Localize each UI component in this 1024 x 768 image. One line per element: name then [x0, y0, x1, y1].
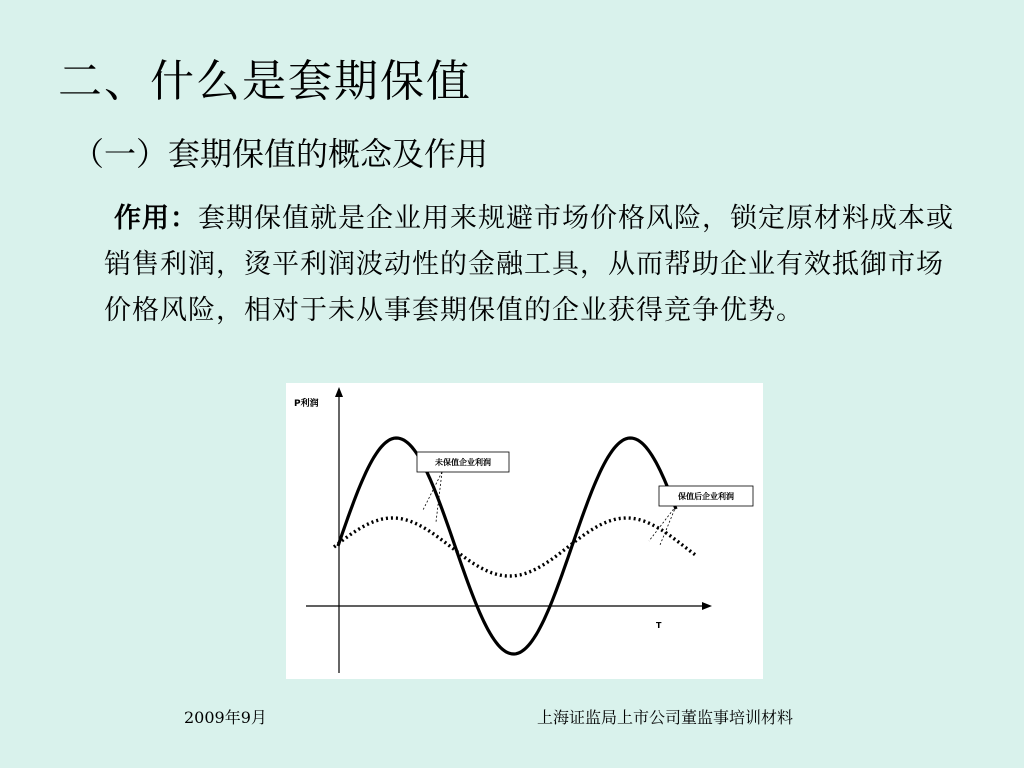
slide-title: 二、什么是套期保值: [58, 56, 472, 107]
footer-date: 2009年9月: [184, 708, 267, 727]
profit-curve-diagram: [286, 383, 763, 679]
body-text: 套期保值就是企业用来规避市场价格风险，锁定原材料成本或销售利润，烫平利润波动性的金融工具，从而帮助企业有效抵御市场价格风险，相对于未从事套期保值的企业获得竞争优势。: [104, 203, 954, 326]
body-label: 作用：: [114, 203, 198, 234]
section-subtitle: （一）套期保值的概念及作用: [72, 135, 489, 173]
y-axis-arrow: [335, 387, 343, 397]
hedging-profit-figure: [286, 383, 763, 679]
x-axis-label: T: [656, 621, 662, 630]
x-axis-arrow: [702, 602, 712, 610]
y-axis-label: P利润: [294, 399, 319, 409]
hedged-callout-leader: [649, 506, 676, 541]
body-paragraph: [104, 196, 970, 334]
hedged-callout-text: 保值后企业利润: [678, 492, 734, 501]
footer-source: 上海证监局上市公司董监事培训材料: [537, 708, 794, 727]
unhedged-callout-text: 未保值企业利润: [435, 458, 491, 467]
hedged-profit-curve: [334, 518, 696, 576]
